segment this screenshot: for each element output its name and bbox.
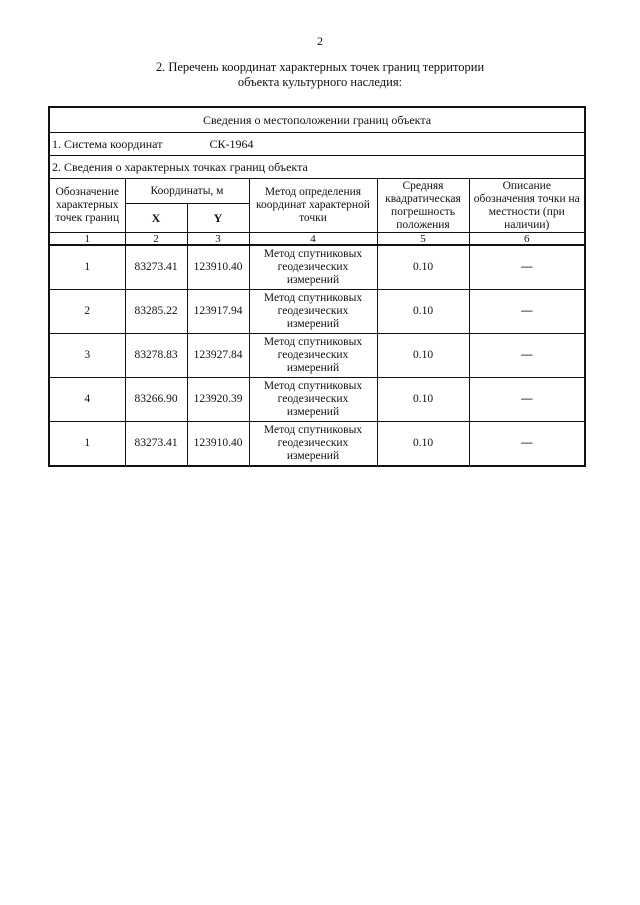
method-cell: Метод спутниковых геодезических измерений <box>249 378 377 422</box>
column-number: 6 <box>469 233 585 246</box>
y-coordinate: 123910.40 <box>187 422 249 467</box>
description-cell: — <box>469 422 585 467</box>
error-cell: 0.10 <box>377 378 469 422</box>
table-row <box>49 334 585 378</box>
x-coordinate: 83273.41 <box>125 245 187 290</box>
error-cell: 0.10 <box>377 334 469 378</box>
column-number: 4 <box>249 233 377 246</box>
description-cell: — <box>469 290 585 334</box>
table-row <box>49 378 585 422</box>
header-error: Средняя квадратическая погрешность положения <box>377 179 469 233</box>
heading-line-1: 2. Перечень координат характерных точек границ территории <box>155 60 485 74</box>
point-number: 2 <box>49 290 125 334</box>
y-coordinate: 123920.39 <box>187 378 249 422</box>
header-designation: Обозначение характерных точек границ <box>49 179 125 233</box>
point-number: 1 <box>49 422 125 467</box>
table-row <box>49 422 585 467</box>
description-cell: — <box>469 334 585 378</box>
error-cell: 0.10 <box>377 290 469 334</box>
coordinate-system-row <box>49 133 585 156</box>
coordinates-table <box>48 106 586 467</box>
description-cell: — <box>469 245 585 290</box>
table-row <box>49 245 585 290</box>
coordinate-system-value: СК-1964 <box>209 136 254 151</box>
column-number: 1 <box>49 233 125 246</box>
y-coordinate: 123910.40 <box>187 245 249 290</box>
header-description: Описание обозначения точки на местности (при наличии) <box>469 179 585 233</box>
point-number: 3 <box>49 334 125 378</box>
column-number: 3 <box>187 233 249 246</box>
coordinate-system-label: 1. Система координат <box>52 136 163 151</box>
section-heading <box>120 60 520 90</box>
point-number: 1 <box>49 245 125 290</box>
y-coordinate: 123927.84 <box>187 334 249 378</box>
column-number: 2 <box>125 233 187 246</box>
header-y: Y <box>187 204 249 233</box>
method-cell: Метод спутниковых геодезических измерений <box>249 245 377 290</box>
method-cell: Метод спутниковых геодезических измерений <box>249 290 377 334</box>
description-cell: — <box>469 378 585 422</box>
page-number: 2 <box>317 34 323 48</box>
heading-line-2: объекта культурного наследия: <box>237 75 403 89</box>
column-number: 5 <box>377 233 469 246</box>
error-cell: 0.10 <box>377 422 469 467</box>
header-coordinates: Координаты, м <box>125 179 249 204</box>
table-row <box>49 290 585 334</box>
x-coordinate: 83266.90 <box>125 378 187 422</box>
method-cell: Метод спутниковых геодезических измерений <box>249 422 377 467</box>
header-x: X <box>125 204 187 233</box>
x-coordinate: 83285.22 <box>125 290 187 334</box>
error-cell: 0.10 <box>377 245 469 290</box>
header-method: Метод определения координат характерной точки <box>249 179 377 233</box>
table-title: Сведения о местоположении границ объекта <box>49 107 585 133</box>
y-coordinate: 123917.94 <box>187 290 249 334</box>
points-section-label: 2. Сведения о характерных точках границ объекта <box>49 156 585 179</box>
x-coordinate: 83278.83 <box>125 334 187 378</box>
point-number: 4 <box>49 378 125 422</box>
method-cell: Метод спутниковых геодезических измерений <box>249 334 377 378</box>
x-coordinate: 83273.41 <box>125 422 187 467</box>
